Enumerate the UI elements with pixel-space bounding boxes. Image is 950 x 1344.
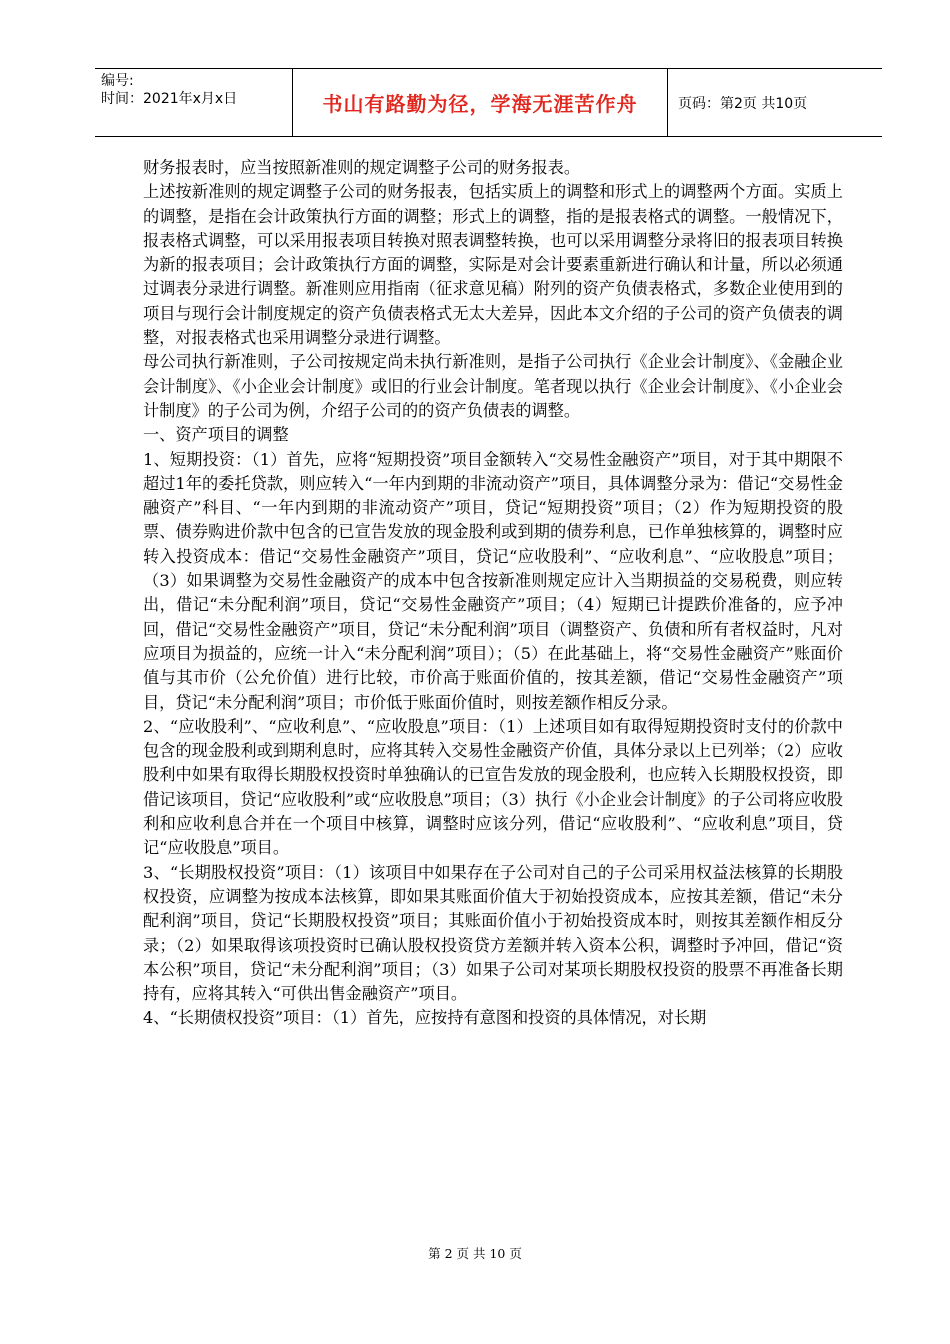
document-body: [143, 156, 843, 1031]
header-meta: [95, 69, 293, 136]
paragraph: 3、“长期股权投资”项目：（1）该项目中如果存在子公司对自己的子公司采用权益法核算的长期股权投资，应调整为按成本法核算，即如果其账面价值大于初始投资成本，应按其差额，借记“未分配利润”项目，贷记“长期股权投资”项目；其账面价值小于初始投资成本时，则按其差额作相反分录；（2）如果取得该项投资时已确认股权投资贷方差额并转入资本公积，调整时予冲回，借记“资本公积”项目，贷记“未分配利润”项目；（3）如果子公司对某项长期股权投资的股票不再准备长期持有，应将其转入“可供出售金融资产”项目。: [143, 862, 843, 1004]
page-footer: 第 2 页 共 10 页: [428, 1246, 522, 1261]
paragraph: 母公司执行新准则，子公司按规定尚未执行新准则，是指子公司执行《企业会计制度》、《金融企业会计制度》、《小企业会计制度》或旧的行业会计制度。笔者现以执行《企业会计制度》、《小企业会计制度》的子公司为例，介绍子公司的的资产负债表的调整。: [143, 352, 843, 420]
paragraph: 上述按新准则的规定调整子公司的财务报表，包括实质上的调整和形式上的调整两个方面。实质上的调整，是指在会计政策执行方面的调整；形式上的调整，指的是报表格式的调整。一般情况下，报表格式调整，可以采用报表项目转换对照表调整转换，也可以采用调整分录将旧的报表项目转换为新的报表项目；会计政策执行方面的调整，实际是对会计要素重新进行确认和计量，所以必须通过调表分录进行调整。新准则应用指南（征求意见稿）附列的资产负债表格式，多数企业使用到的项目与现行会计制度规定的资产负债表格式无太大差异，因此本文介绍的子公司的资产负债表的调整，对报表格式也采用调整分录进行调整。: [143, 182, 843, 348]
paragraph: 1、短期投资：（1）首先，应将“短期投资”项目金额转入“交易性金融资产”项目，对于其中期限不超过1年的委托贷款，则应转入“一年内到期的非流动资产”项目，具体调整分录为：借记“交易性金融资产”科目、“一年内到期的非流动资产”项目，贷记“短期投资”项目；（2）作为短期投资的股票、债券购进价款中包含的已宣告发放的现金股利或到期的债券利息，已作单独核算的，调整时应转入投资成本：借记“交易性金融资产”项目，贷记“应收股利”、“应收利息”、“应收股息”项目；（3）如果调整为交易性金融资产的成本中包含按新准则规定应计入当期损益的交易税费，则应转出，借记“未分配利润”项目，贷记“交易性金融资产”项目；（4）短期已计提跌价准备的，应予冲回，借记“交易性金融资产”项目，贷记“未分配利润”项目（调整资产、负债和所有者权益时，凡对应项目为损益的，应统一计入“未分配利润”项目）；（5）在此基础上，将“交易性金融资产”账面价值与其市价（公允价值）进行比较，市价高于账面价值的，按其差额，借记“交易性金融资产”项目，贷记“未分配利润”项目；市价低于账面价值时，则按差额作相反分录。: [143, 449, 843, 712]
paragraph: 2、“应收股利”、“应收利息”、“应收股息”项目：（1）上述项目如有取得短期投资时支付的价款中包含的现金股利或到期利息时，应将其转入交易性金融资产价值，具体分录以上已列举；（2）应收股利中如果有取得长期股权投资时单独确认的已宣告发放的现金股利，也应转入长期股权投资，即借记该项目，贷记“应收股利”或“应收股息”项目；（3）执行《小企业会计制度》的子公司将应收股利和应收利息合并在一个项目中核算，调整时应该分列，借记“应收股利”、“应收利息”项目，贷记“应收股息”项目。: [143, 716, 843, 858]
header-motto: 书山有路勤为径，学海无涯苦作舟: [293, 69, 668, 136]
header-page-number: 页码：第2页 共10页: [678, 95, 808, 112]
section-heading: 一、资产项目的调整: [143, 425, 289, 445]
document-time-label: 时间：2021年x月x日: [101, 91, 238, 107]
paragraph: 4、“长期债权投资”项目：（1）首先，应按持有意图和投资的具体情况，对长期: [143, 1008, 707, 1028]
page-header: [95, 68, 882, 137]
paragraph: 财务报表时，应当按照新准则的规定调整子公司的财务报表。: [143, 158, 581, 177]
document-number-label: 编号:: [101, 73, 134, 89]
